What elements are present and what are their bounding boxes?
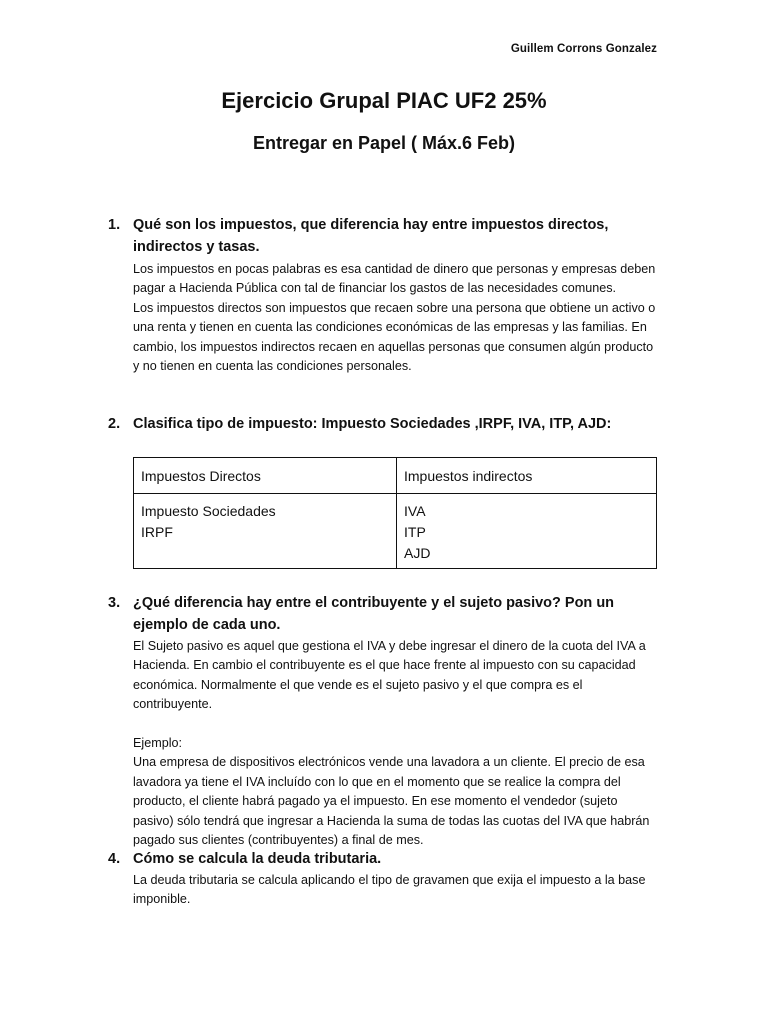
answer-3 xyxy=(133,637,661,850)
document-subtitle: Entregar en Papel ( Máx.6 Feb) xyxy=(252,133,516,153)
answer-1-paragraph-1: Los impuestos en pocas palabras es esa cantidad de dinero que personas y empresas deben pagar a Hacienda Pública con tal de financiar los gastos de las necesidades comunes. xyxy=(133,262,656,296)
answer-1-paragraph-2: Los impuestos directos son impuestos que recaen sobre una persona que obtiene un activo o una renta y tienen en cuenta las condiciones económicas de las empresas y las familias. En cambio, los impuestos indirectos recaen en aquellas personas que consumen algún producto y no tienen en cuenta las condiciones personales. xyxy=(133,300,656,374)
header-direct-taxes: Impuestos Directos xyxy=(134,458,397,494)
question-4-number: 4. xyxy=(108,851,121,867)
author-name: Guillem Corrons Gonzalez xyxy=(510,43,657,55)
example-text: Una empresa de dispositivos electrónicos vende una lavadora a un cliente. El precio de esa lavadora ya tiene el IVA incluído con lo que en el momento que se realice la compra del producto, el cliente habrá pagado ya el impuesto. En ese momento el vendedor (sujeto pasivo) sólo tendrá que ingresar a Hacienda la suma de todas las cuotas del IVA que habrán pagado sus clientes (contribuyentes) a final de mes. xyxy=(133,755,650,848)
indirect-tax-item: AJD xyxy=(404,545,431,561)
answer-1 xyxy=(133,260,661,376)
question-3-number: 3. xyxy=(108,595,121,611)
table-row xyxy=(134,494,657,569)
answer-3-spacer xyxy=(133,715,661,734)
question-3-text: ¿Qué diferencia hay entre el contribuyente y el sujeto pasivo? Pon un ejemplo de cada uno. xyxy=(133,595,615,633)
question-2-text: Clasifica tipo de impuesto: Impuesto Sociedades ,IRPF, IVA, ITP, AJD: xyxy=(133,416,612,432)
direct-tax-item: Impuesto Sociedades xyxy=(141,503,276,519)
question-1-number: 1. xyxy=(108,217,121,233)
question-2-number: 2. xyxy=(108,416,121,432)
direct-taxes-cell xyxy=(134,494,397,569)
table-header-row xyxy=(134,458,657,494)
header-indirect-taxes: Impuestos indirectos xyxy=(397,458,657,494)
indirect-tax-item: ITP xyxy=(404,524,426,540)
question-4-text: Cómo se calcula la deuda tributaria. xyxy=(133,851,382,867)
answer-3-paragraph: El Sujeto pasivo es aquel que gestiona el IVA y debe ingresar el dinero de la cuota del IVA a Hacienda. En cambio el contribuyente es el que hace frente al impuesto con su capacidad económica. Normalmente el que vende es el sujeto pasivo y el que compra es el contribuyente. xyxy=(133,639,646,712)
indirect-taxes-cell xyxy=(397,494,657,569)
tax-classification-table xyxy=(133,457,657,569)
direct-tax-item: IRPF xyxy=(141,524,173,540)
document-title: Ejercicio Grupal PIAC UF2 25% xyxy=(221,88,547,113)
example-label: Ejemplo: xyxy=(133,736,182,751)
indirect-tax-item: IVA xyxy=(404,503,426,519)
answer-4: La deuda tributaria se calcula aplicando el tipo de gravamen que exija el impuesto a la base imponible. xyxy=(133,873,646,907)
question-1-text: Qué son los impuestos, que diferencia hay entre impuestos directos, indirectos y tasas. xyxy=(133,217,609,255)
